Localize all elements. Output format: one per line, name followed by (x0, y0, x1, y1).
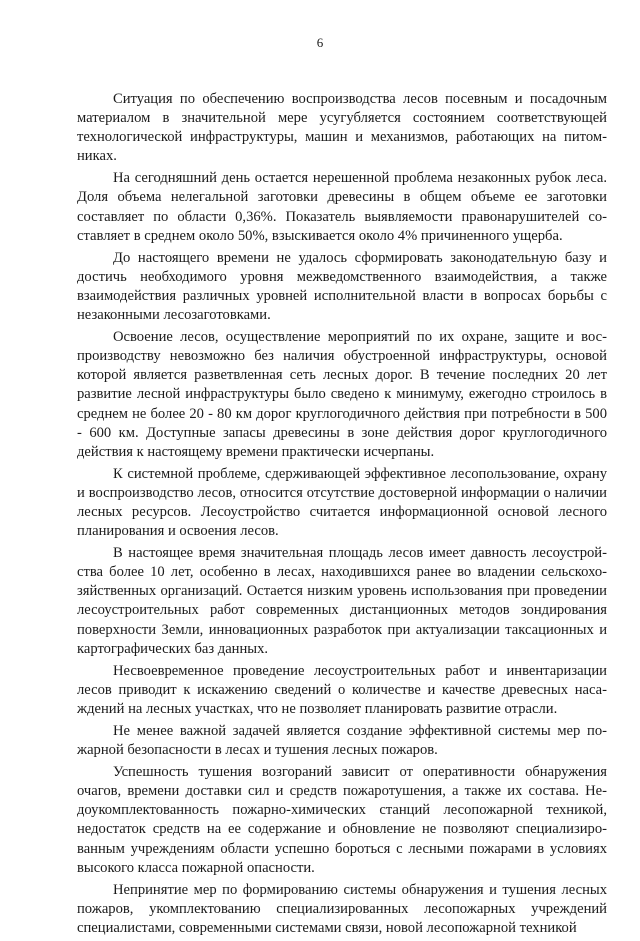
paragraph-legislation: До настоящего времени не удалось сформировать законодательную базу и достичь необходимого уровня межведомственного взаимодействия, а также взаимодействия различных уровней исполнительной власти в вопросах борьбы с незаконными лесозаготовками. (77, 249, 607, 324)
page-number: 6 (316, 35, 324, 50)
paragraph-forest-inventory-age: В настоящее время значительная площадь лесов имеет давность лесоустройства более 10 лет, особенно в лесах, находившихся ранее во владении сельскохозяйственных организаций. Остается низким уровень использования при проведении лесоустроительных работ современных дистанционных методов зондирования поверхности Земли, инновационных разработок при актуализации таксационных и картографических баз данных. (77, 545, 607, 657)
paragraph-forest-information: К системной проблеме, сдерживающей эффективное лесопользование, охрану и воспроизводство лесов, относится отсутствие достоверной информации о наличии лесных ресурсов. Лесоустройство считается информационной основой лесного планирования и освоения лесов. (77, 465, 607, 540)
paragraph-fire-safety: Не менее важной задачей является создание эффективной системы мер пожарной безопасности в лесах и тушения лесных пожаров. (77, 723, 607, 759)
paragraph-inventory-delay: Несвоевременное проведение лесоустроительных работ и инвентаризации лесов приводит к искажению сведений о количестве и качестве древесных насаждений на лесных участках, что не позволяет планировать развитие отрасли. (77, 662, 607, 717)
paragraph-seed-material: Ситуация по обеспечению воспроизводства лесов посевным и посадочным материалом в значительной мере усугубляется состоянием соответствующей технологической инфраструктуры, машин и механизмов, работающих на питомниках. (77, 91, 607, 165)
paragraph-fire-fighting: Успешность тушения возгораний зависит от оперативности обнаружения очагов, времени доставки сил и средств пожаротушения, а также их состава. Недоукомплектованность пожарно-химических станций лесопожарной техникой, недостаток средств на ее содержание и обновление не позволяют специализированным учреждениям области успешно бороться с лесными пожарами в условиях высокого класса пожарной опасности. (77, 764, 607, 876)
paragraph-forest-roads: Освоение лесов, осуществление мероприятий по их охране, защите и воспроизводству невозможно без наличия обустроенной инфраструктуры, основой которой является разветвленная сеть лесных дорог. В течение последних 20 лет развитие лесной инфраструктуры было сведено к минимуму, ежегодно строилось в среднем не более 20 - 80 км дорог круглогодичного действия при потребности в 500 - 600 км. Доступные запасы древесины в зоне действия дорог круглогодичного действия к настоящему времени практически исчерпаны. (77, 329, 607, 460)
document-body (77, 90, 607, 941)
paragraph-illegal-logging: На сегодняшний день остается нерешенной проблема незаконных рубок леса. Доля объема нелегальной заготовки древесины в общем объеме ее заготовки составляет по области 0,36%. Показатель выявляемости правонарушителей составляет в среднем около 50%, взыскивается около 4% причиненного ущерба. (77, 170, 607, 244)
paragraph-fire-measures: Непринятие мер по формированию системы обнаружения и тушения лесных пожаров, укомплектованию специализированных лесопожарных учреждений специалистами, современными системами связи, новой лесопожарной техникой (77, 881, 607, 936)
